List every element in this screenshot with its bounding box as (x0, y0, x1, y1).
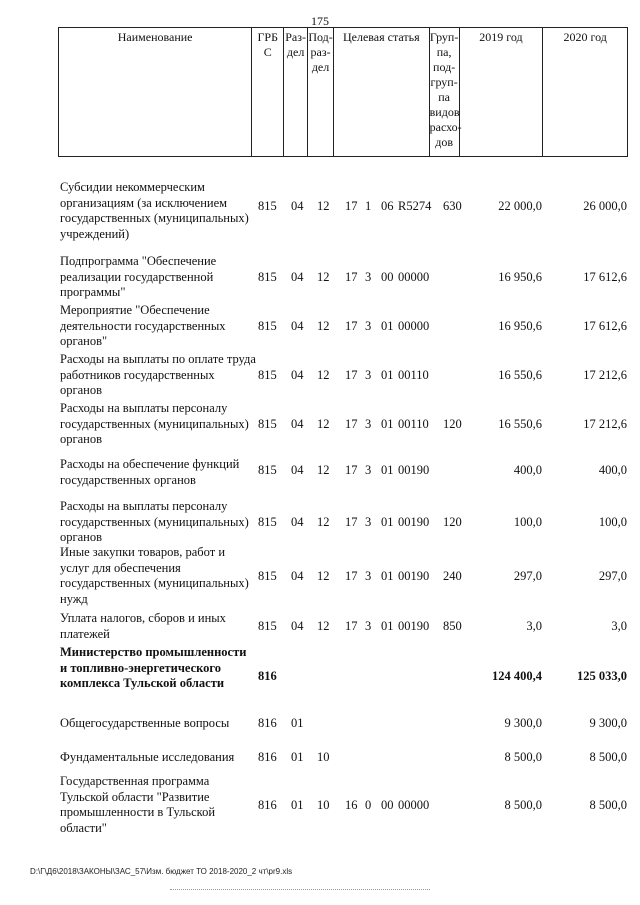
row-value-2020: 100,0 (598, 515, 627, 529)
row-value-2020: 400,0 (598, 463, 627, 477)
row-grbs: 815 (258, 515, 277, 529)
row-razdel: 04 (291, 619, 304, 633)
row-cs-subprogram: 3 (365, 515, 372, 529)
row-value-2019: 100,0 (513, 515, 542, 529)
row-value-2020: 17 612,6 (583, 270, 627, 284)
row-cs-direction: 00190 (398, 463, 430, 477)
row-value-2020: 8 500,0 (589, 798, 627, 812)
row-podrazdel: 12 (317, 417, 330, 431)
header-year-2019: 2019 год (460, 28, 544, 156)
row-razdel: 01 (291, 716, 304, 730)
row-name: Министерство промышленности и топливно-энергетического комплекса Тульской области (60, 645, 247, 690)
row-value-2019: 8 500,0 (504, 798, 542, 812)
row-cs-program: 17 (345, 417, 358, 431)
row-cs-direction: 00000 (398, 319, 430, 333)
file-path-footer: D:\Г\Д6\2018\ЗАКОНЫ\ЗАС_57\Изм. бюджет ТО 2018-2020_2 чт\pr9.xls (30, 867, 293, 876)
row-podrazdel: 12 (317, 199, 330, 213)
row-cs-event: 01 (381, 417, 394, 431)
row-cs-subprogram: 3 (365, 463, 372, 477)
row-grbs: 815 (258, 417, 277, 431)
row-cs-program: 17 (345, 569, 358, 583)
row-value-2019: 22 000,0 (498, 199, 542, 213)
row-value-2020: 9 300,0 (589, 716, 627, 730)
table-header (58, 27, 628, 157)
scan-artifact-line (170, 889, 430, 890)
row-value-2019: 16 950,6 (498, 319, 542, 333)
row-name: Расходы на выплаты персоналу государственных (муниципальных) органов (60, 401, 249, 446)
row-value-2019: 297,0 (513, 569, 542, 583)
row-grbs: 816 (258, 716, 277, 730)
row-name: Иные закупки товаров, работ и услуг для обеспечения государственных (муниципальных) нужд (60, 545, 249, 606)
row-value-2019: 16 550,6 (498, 368, 542, 382)
row-cs-event: 00 (381, 798, 394, 812)
row-grbs: 816 (258, 798, 277, 812)
row-cs-event: 01 (381, 463, 394, 477)
row-cs-program: 17 (345, 199, 358, 213)
row-value-2020: 3,0 (611, 619, 627, 633)
row-razdel: 04 (291, 270, 304, 284)
row-cs-subprogram: 0 (365, 798, 372, 812)
row-cs-event: 06 (381, 199, 394, 213)
row-cs-direction: 00110 (398, 368, 429, 382)
row-podrazdel: 10 (317, 798, 330, 812)
row-cs-direction: 00000 (398, 270, 430, 284)
header-name: Наименование (59, 28, 252, 156)
row-cs-direction: R5274 (398, 199, 432, 213)
row-value-2019: 8 500,0 (504, 750, 542, 764)
row-grbs: 815 (258, 319, 277, 333)
row-value-2020: 17 212,6 (583, 368, 627, 382)
row-razdel: 01 (291, 750, 304, 764)
row-value-2019: 124 400,4 (492, 669, 542, 683)
row-cs-subprogram: 3 (365, 417, 372, 431)
row-podrazdel: 10 (317, 750, 330, 764)
row-cs-program: 17 (345, 463, 358, 477)
row-gruppa: 850 (443, 619, 462, 633)
row-name: Расходы на выплаты персоналу государственных (муниципальных) органов (60, 499, 249, 544)
row-value-2019: 400,0 (513, 463, 542, 477)
row-value-2019: 9 300,0 (504, 716, 542, 730)
row-podrazdel: 12 (317, 319, 330, 333)
header-gruppa: Груп-па, под-груп-па видов расхо-дов (430, 28, 460, 156)
row-cs-event: 01 (381, 319, 394, 333)
row-name: Расходы на выплаты по оплате труда работников государственных органов (60, 352, 256, 397)
row-name: Государственная программа Тульской области "Развитие промышленности в Тульской области" (60, 774, 216, 835)
row-cs-direction: 00190 (398, 515, 430, 529)
row-razdel: 01 (291, 798, 304, 812)
row-gruppa: 630 (443, 199, 462, 213)
row-cs-event: 01 (381, 619, 394, 633)
page-number: 175 (311, 14, 329, 28)
row-cs-program: 17 (345, 270, 358, 284)
row-gruppa: 240 (443, 569, 462, 583)
row-podrazdel: 12 (317, 515, 330, 529)
row-value-2020: 26 000,0 (583, 199, 627, 213)
row-cs-subprogram: 1 (365, 199, 372, 213)
row-cs-subprogram: 3 (365, 619, 372, 633)
row-cs-subprogram: 3 (365, 319, 372, 333)
row-value-2020: 17 612,6 (583, 319, 627, 333)
row-cs-direction: 00110 (398, 417, 429, 431)
row-cs-program: 16 (345, 798, 358, 812)
header-razdel: Раз-дел (284, 28, 308, 156)
row-name: Подпрограмма "Обеспечение реализации государственной программы" (60, 254, 217, 299)
row-cs-event: 01 (381, 569, 394, 583)
header-podrazdel: Под-раз-дел (308, 28, 334, 156)
row-name: Фундаментальные исследования (60, 750, 235, 764)
row-podrazdel: 12 (317, 569, 330, 583)
row-podrazdel: 12 (317, 619, 330, 633)
row-razdel: 04 (291, 417, 304, 431)
row-cs-program: 17 (345, 368, 358, 382)
row-cs-direction: 00190 (398, 619, 430, 633)
row-grbs: 815 (258, 569, 277, 583)
row-grbs: 816 (258, 669, 277, 683)
header-celevaya-statya: Целевая статья (334, 28, 430, 156)
row-razdel: 04 (291, 569, 304, 583)
row-name: Мероприятие "Обеспечение деятельности государственных органов" (60, 303, 226, 348)
row-cs-direction: 00190 (398, 569, 430, 583)
row-razdel: 04 (291, 463, 304, 477)
row-cs-event: 01 (381, 368, 394, 382)
row-cs-event: 00 (381, 270, 394, 284)
row-grbs: 816 (258, 750, 277, 764)
header-grbs: ГРБ С (252, 28, 284, 156)
row-name: Расходы на обеспечение функций государственных органов (60, 457, 240, 487)
row-value-2020: 297,0 (598, 569, 627, 583)
row-value-2019: 16 550,6 (498, 417, 542, 431)
row-razdel: 04 (291, 319, 304, 333)
row-gruppa: 120 (443, 417, 462, 431)
row-grbs: 815 (258, 463, 277, 477)
row-cs-program: 17 (345, 619, 358, 633)
row-name: Общегосударственные вопросы (60, 716, 230, 730)
row-cs-program: 17 (345, 515, 358, 529)
row-value-2020: 17 212,6 (583, 417, 627, 431)
row-name: Уплата налогов, сборов и иных платежей (60, 611, 226, 641)
row-podrazdel: 12 (317, 270, 330, 284)
row-razdel: 04 (291, 515, 304, 529)
row-podrazdel: 12 (317, 368, 330, 382)
row-cs-event: 01 (381, 515, 394, 529)
row-grbs: 815 (258, 199, 277, 213)
row-podrazdel: 12 (317, 463, 330, 477)
row-cs-program: 17 (345, 319, 358, 333)
row-razdel: 04 (291, 368, 304, 382)
row-cs-direction: 00000 (398, 798, 430, 812)
row-value-2020: 8 500,0 (589, 750, 627, 764)
row-value-2019: 3,0 (526, 619, 542, 633)
row-gruppa: 120 (443, 515, 462, 529)
row-name: Субсидии некоммерческим организациям (за исключением государственных (муниципальных) учреждений) (60, 180, 249, 241)
row-grbs: 815 (258, 619, 277, 633)
row-grbs: 815 (258, 368, 277, 382)
row-razdel: 04 (291, 199, 304, 213)
row-value-2019: 16 950,6 (498, 270, 542, 284)
header-year-2020: 2020 год (563, 30, 607, 44)
row-cs-subprogram: 3 (365, 270, 372, 284)
row-cs-subprogram: 3 (365, 569, 372, 583)
row-cs-subprogram: 3 (365, 368, 372, 382)
row-value-2020: 125 033,0 (577, 669, 627, 683)
row-grbs: 815 (258, 270, 277, 284)
